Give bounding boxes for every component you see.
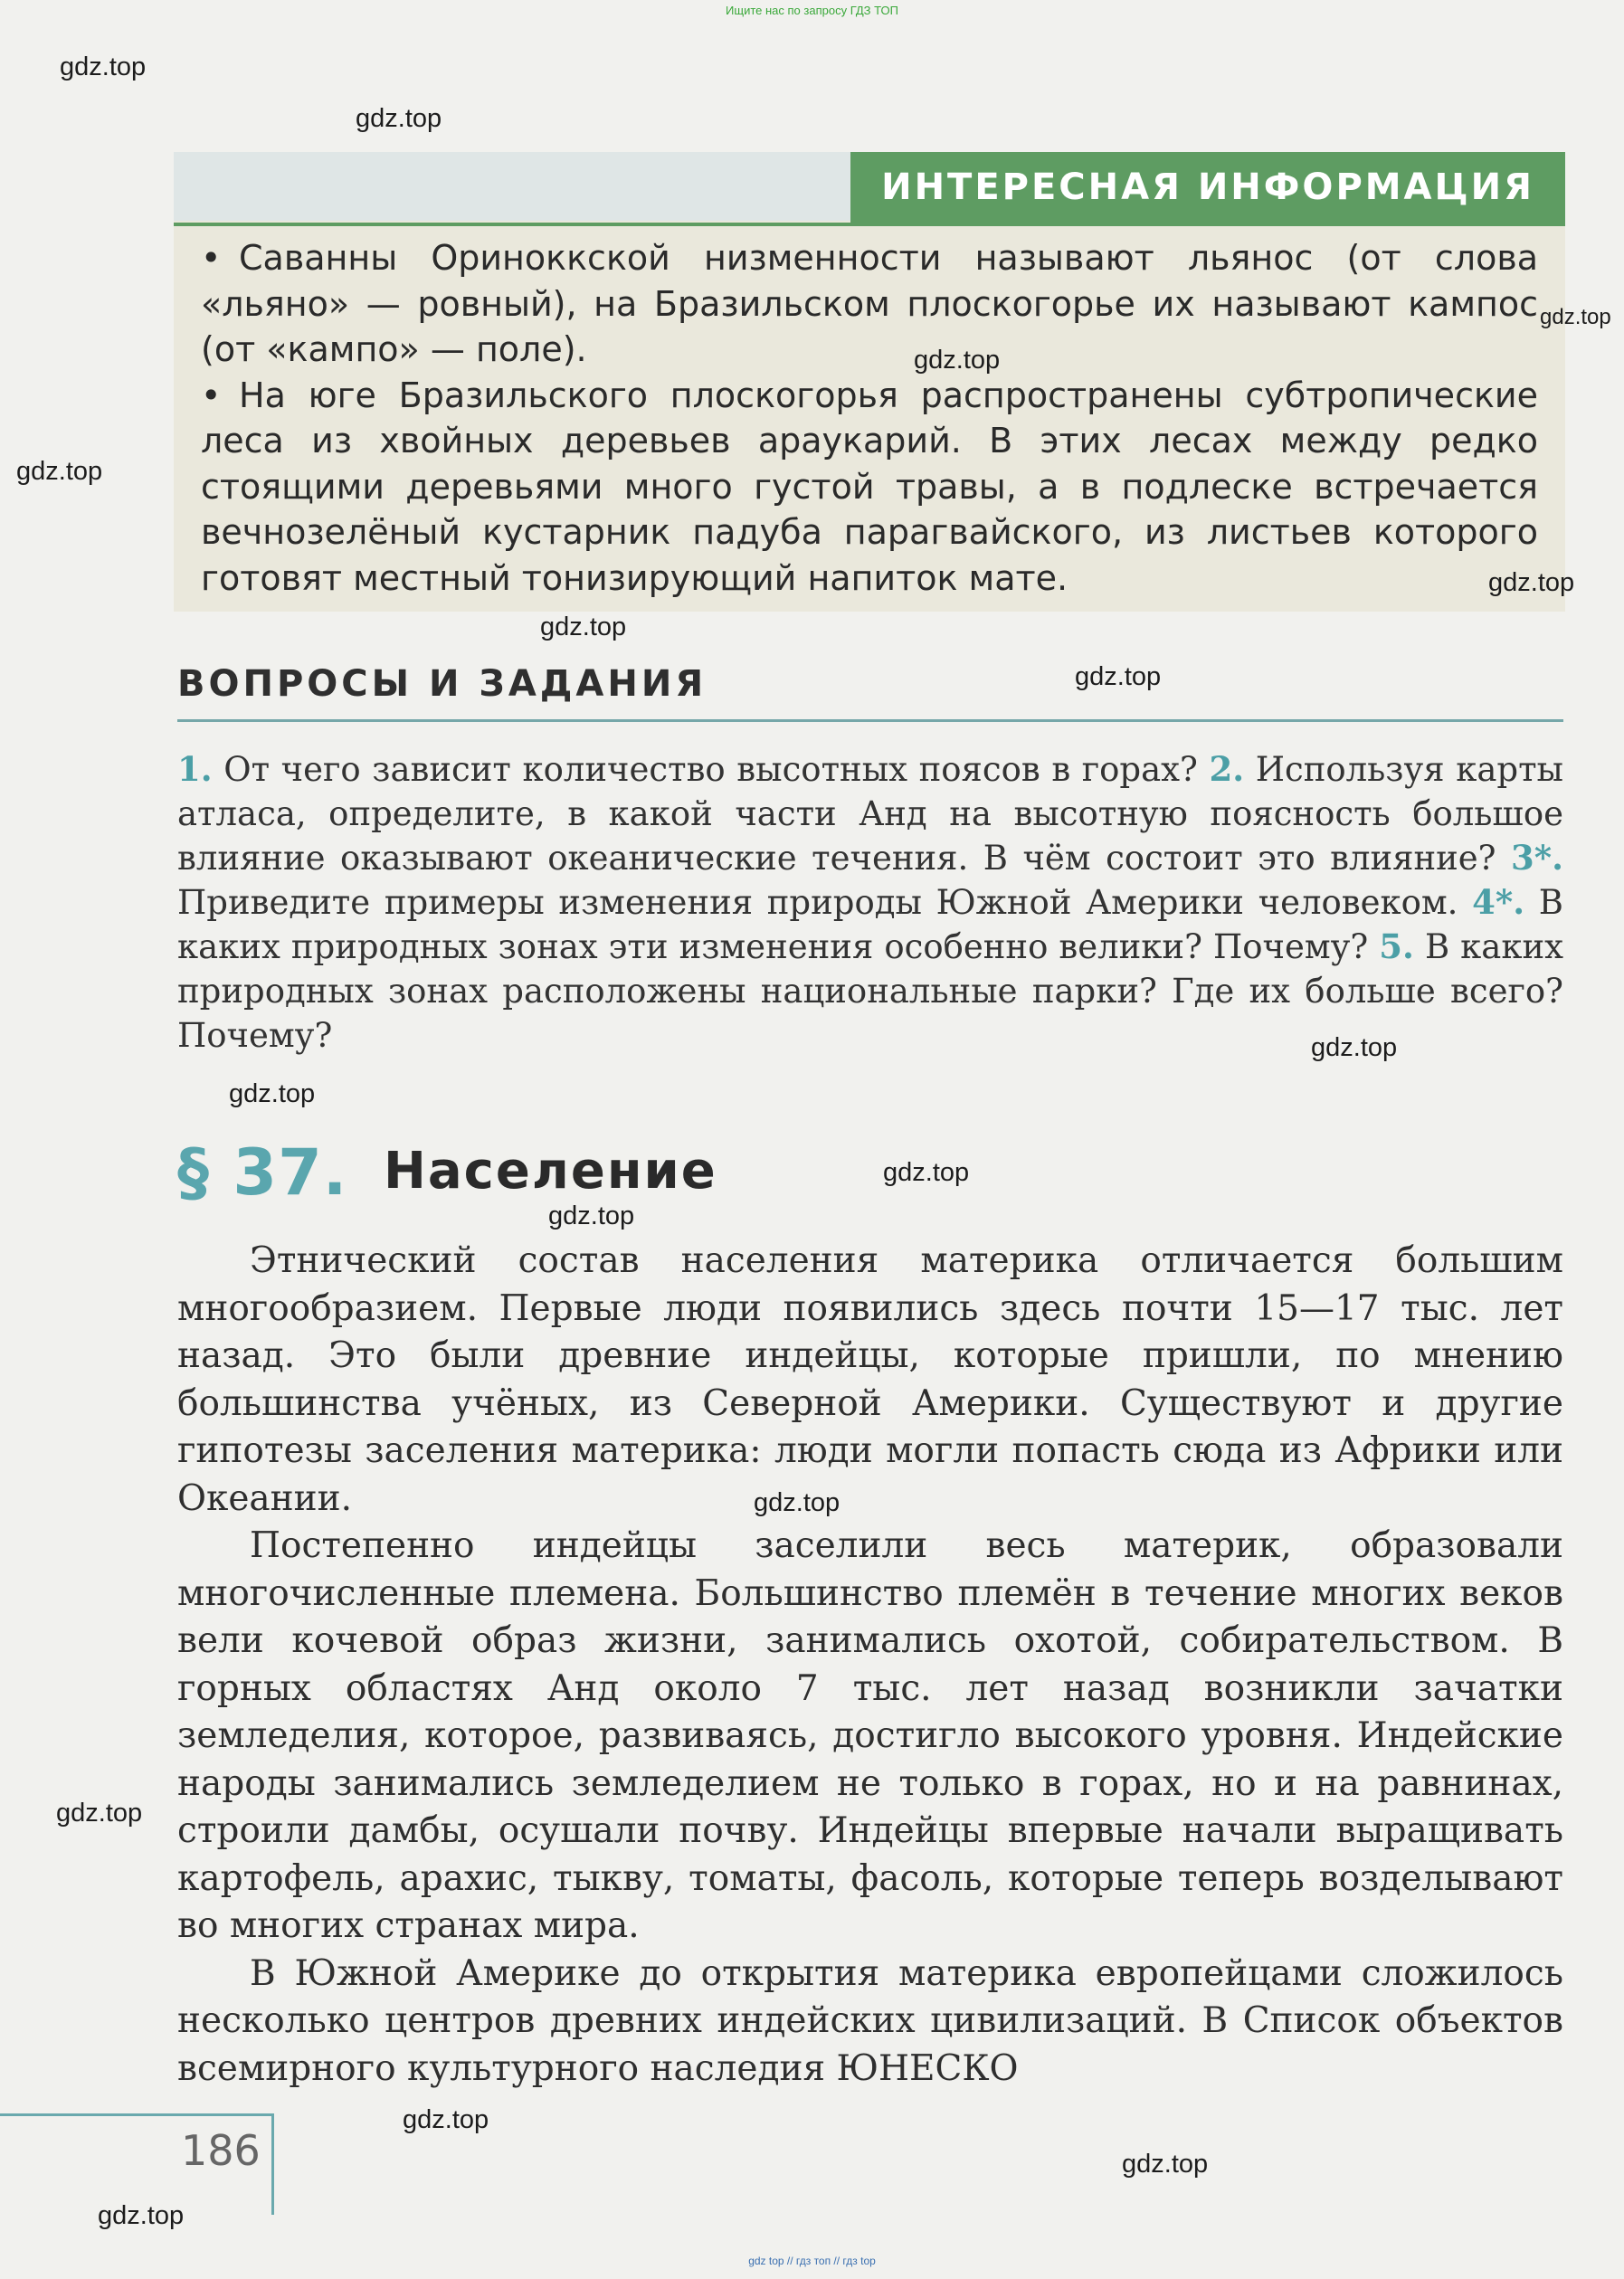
info-box-header: ИНТЕРЕСНАЯ ИНФОРМАЦИЯ — [850, 152, 1565, 223]
question-text: Используя карты атласа, определите, в какой части Анд на высотную поясность большое влияние оказывают океанические течения. В чём состоит это влияние? — [177, 750, 1563, 878]
info-bullet-2: • На юге Бразильского плоскогорья распространены субтропические леса из хвойных деревьев араукарий. В этих лесах между редко стоящими деревьями много густой травы, а в подлеске встречается вечнозелёный кустарник падуба парагвайского, из листьев которого готовят местный тонизирующий напиток мате. — [201, 373, 1538, 602]
watermark: gdz.top — [1311, 1033, 1398, 1062]
section-title: Население — [384, 1142, 717, 1201]
question-number: 5. — [1379, 926, 1414, 966]
body-paragraph: Этнический состав населения материка отличается большим многообразием. Первые люди появились здесь почти 15—17 тыс. лет назад. Это были древние индейцы, которые пришли, по мнению большинства учёных, из Северной Америки. Существуют и другие гипотезы заселения материка: люди могли попасть сюда из Африки или Океании. — [177, 1240, 1563, 1519]
question-number: 1. — [177, 749, 213, 789]
question-text: В каких природных зонах расположены национальные парки? Где их больше всего? Почему? — [177, 927, 1563, 1055]
body-paragraph: В Южной Америке до открытия материка европейцами сложилось несколько центров древних индейских цивилизаций. В Список объектов всемирного культурного наследия ЮНЕСКО — [177, 1952, 1563, 2089]
watermark: gdz.top — [16, 457, 103, 486]
watermark: gdz.top — [403, 2105, 489, 2134]
info-bullet-1: • Саванны Ориноккской низменности называют льянос (от слова «льяно» — ровный), на Бразильском плоскогорье их называют кампос (от «кампо» — поле). — [201, 235, 1538, 373]
question-text: Приведите примеры изменения природы Южной Америки человеком. — [177, 883, 1458, 922]
watermark: gdz.top — [540, 612, 627, 641]
watermark: gdz.top — [1122, 2150, 1209, 2179]
page-number: 186 — [181, 2126, 261, 2175]
question-text: От чего зависит количество высотных поясов в горах? — [223, 750, 1198, 789]
info-box-text — [201, 235, 1538, 601]
page-number-rule — [0, 2113, 273, 2116]
question-number: 2. — [1209, 749, 1245, 789]
watermark: gdz.top — [754, 1488, 840, 1517]
watermark: gdz.top — [56, 1799, 143, 1828]
bullet-icon: • — [201, 238, 222, 278]
bottom-banner: gdz top // гдз топ // гдз top — [748, 2255, 876, 2267]
question-text: В каких природных зонах эти изменения особенно велики? Почему? — [177, 883, 1563, 966]
page-number-rule-vertical — [271, 2113, 274, 2215]
questions-text — [177, 747, 1563, 1058]
questions-rule — [177, 719, 1563, 722]
watermark: gdz.top — [1488, 568, 1575, 597]
watermark: gdz.top — [356, 104, 442, 133]
watermark: gdz.top — [60, 52, 147, 81]
top-banner: Ищите нас по запросу ГДЗ ТОП — [726, 4, 898, 17]
watermark: gdz.top — [229, 1079, 316, 1108]
info-box-rule — [174, 223, 1565, 226]
watermark: gdz.top — [98, 2201, 185, 2230]
section-number: § 37. — [177, 1135, 348, 1210]
watermark: gdz.top — [548, 1201, 635, 1230]
watermark: gdz.top — [1075, 662, 1162, 691]
section-body — [177, 1238, 1563, 2093]
bullet-icon: • — [201, 375, 222, 415]
question-number: 3*. — [1511, 838, 1563, 878]
question-number: 4*. — [1472, 882, 1525, 922]
info-box-faint-band — [174, 152, 852, 221]
watermark: gdz.top — [1540, 305, 1611, 329]
watermark: gdz.top — [914, 346, 1001, 375]
body-paragraph: Постепенно индейцы заселили весь материк, образовали многочисленные племена. Большинство племён в течение многих веков вели кочевой образ жизни, занимались охотой, собирательством. В горных областях Анд около 7 тыс. лет назад возникли зачатки земледелия, которое, развиваясь, достигло высокого уровня. Индейские народы занимались земледелием не только в горах, но и на равнинах, строили дамбы, осушали почву. Индейцы впервые начали выращивать картофель, арахис, тыкву, томаты, фасоль, которые теперь возделывают во многих странах мира. — [177, 1525, 1563, 1946]
info-box — [174, 152, 1565, 612]
questions-heading: ВОПРОСЫ И ЗАДАНИЯ — [177, 663, 708, 705]
watermark: gdz.top — [883, 1158, 970, 1187]
